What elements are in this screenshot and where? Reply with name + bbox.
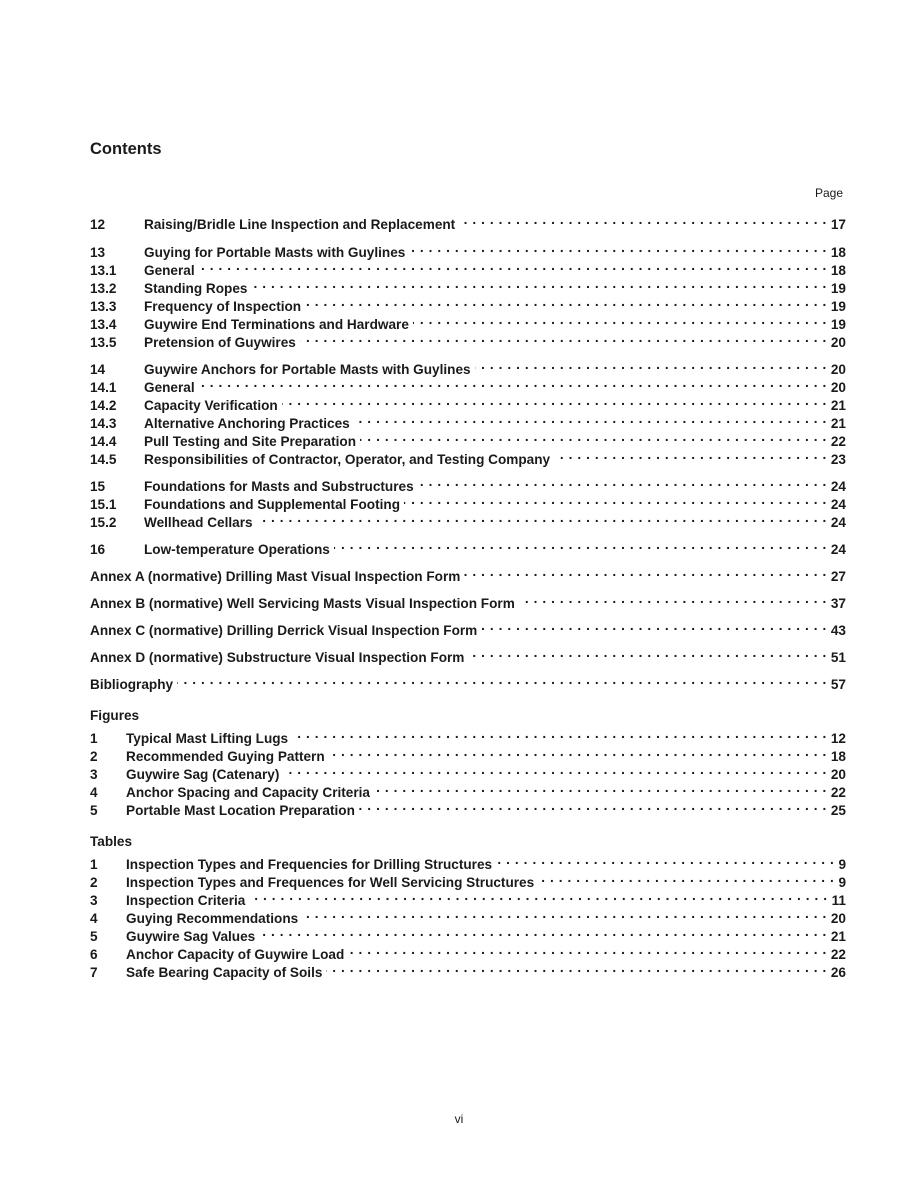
toc-table-entry[interactable] — [90, 851, 846, 872]
toc-entry-page: 20 — [830, 911, 846, 926]
toc-entry-page: 43 — [830, 623, 846, 638]
toc-entry-title: Guywire Sag Values — [126, 929, 256, 944]
toc-entry-number: 5 — [90, 803, 98, 818]
dot-leader — [481, 617, 827, 635]
toc-entry-number: 4 — [90, 785, 98, 800]
page-column-label: Page — [814, 186, 843, 200]
toc-entry[interactable] — [90, 329, 846, 350]
toc-entry[interactable] — [90, 257, 846, 278]
dot-leader — [177, 671, 827, 689]
toc-entry-page: 57 — [830, 677, 846, 692]
toc-entry-page: 21 — [830, 929, 846, 944]
dot-leader — [199, 374, 827, 392]
toc-entry-title: Bibliography — [90, 677, 174, 692]
toc-entry[interactable] — [90, 211, 846, 232]
toc-entry-number: 15.1 — [90, 497, 117, 512]
toc-entry-title: Anchor Capacity of Guywire Load — [126, 947, 345, 962]
toc-entry-number: 2 — [90, 749, 98, 764]
toc-entry-number: 1 — [90, 857, 98, 872]
dot-leader — [282, 392, 827, 410]
toc-annex-entry[interactable] — [90, 563, 846, 584]
toc-entry-number: 2 — [90, 875, 98, 890]
toc-entry[interactable] — [90, 473, 846, 494]
page-title: Contents — [90, 140, 162, 158]
toc-entry-page: 19 — [830, 299, 846, 314]
toc-figure-entry[interactable] — [90, 779, 846, 800]
toc-table-entry[interactable] — [90, 905, 846, 926]
toc-entry-page: 25 — [830, 803, 846, 818]
toc-entry-number: 4 — [90, 911, 98, 926]
page-number: vi — [454, 1112, 464, 1126]
toc-entry-title: Guywire Sag (Catenary) — [126, 767, 280, 782]
toc-entry-number: 13 — [90, 245, 106, 260]
dot-leader — [305, 293, 827, 311]
toc-entry-page: 22 — [830, 947, 846, 962]
toc-entry-title: Safe Bearing Capacity of Soils — [126, 965, 323, 980]
dot-leader — [554, 446, 827, 464]
toc-entry-title: Annex A (normative) Drilling Mast Visual Inspection Form — [90, 569, 461, 584]
toc-entry-number: 5 — [90, 929, 98, 944]
toc-table-entry[interactable] — [90, 887, 846, 908]
toc-entry-page: 22 — [830, 434, 846, 449]
toc-entry[interactable] — [90, 311, 846, 332]
toc-entry-title: Raising/Bridle Line Inspection and Replacement — [144, 217, 456, 232]
toc-entry-title: Portable Mast Location Preparation — [126, 803, 355, 818]
toc-entry-title: Alternative Anchoring Practices — [144, 416, 350, 431]
toc-entry[interactable] — [90, 446, 846, 467]
dot-leader — [354, 410, 827, 428]
toc-entry-title: Responsibilities of Contractor, Operator, and Testing Company — [144, 452, 551, 467]
dot-leader — [199, 257, 827, 275]
dot-leader — [519, 590, 827, 608]
toc-entry-number: 3 — [90, 893, 98, 908]
dot-leader — [409, 239, 827, 257]
toc-figure-entry[interactable] — [90, 725, 846, 746]
dot-leader — [334, 536, 827, 554]
toc-table-entry[interactable] — [90, 923, 846, 944]
toc-entry-number: 14.2 — [90, 398, 117, 413]
toc-entry-title: Typical Mast Lifting Lugs — [126, 731, 289, 746]
dot-leader — [413, 311, 827, 329]
toc-entry-page: 21 — [830, 398, 846, 413]
dot-leader — [496, 851, 834, 869]
toc-entry-page: 20 — [830, 335, 846, 350]
toc-entry-page: 20 — [830, 380, 846, 395]
toc-figure-entry[interactable] — [90, 743, 846, 764]
toc-entry-number: 13.2 — [90, 281, 117, 296]
figures-heading: Figures — [90, 708, 140, 723]
toc-entry[interactable] — [90, 374, 846, 395]
toc-entry[interactable] — [90, 239, 846, 260]
toc-entry-title: Pretension of Guywires — [144, 335, 296, 350]
toc-table-entry[interactable] — [90, 869, 846, 890]
toc-entry-number: 3 — [90, 767, 98, 782]
dot-leader — [292, 725, 827, 743]
toc-entry[interactable] — [90, 392, 846, 413]
toc-entry-title: General — [144, 380, 195, 395]
toc-entry-number: 15.2 — [90, 515, 117, 530]
toc-entry[interactable] — [90, 509, 846, 530]
dot-leader — [404, 491, 827, 509]
dot-leader — [464, 563, 827, 581]
toc-entry-page: 26 — [830, 965, 846, 980]
toc-entry-page: 24 — [830, 479, 846, 494]
toc-annex-entry[interactable] — [90, 617, 846, 638]
dot-leader — [300, 329, 827, 347]
toc-entry-page: 20 — [830, 767, 846, 782]
tables-heading: Tables — [90, 834, 133, 849]
toc-entry-title: Annex C (normative) Drilling Derrick Visual Inspection Form — [90, 623, 478, 638]
toc-entry-number: 13.1 — [90, 263, 117, 278]
toc-entry-title: Foundations for Masts and Substructures — [144, 479, 414, 494]
dot-leader — [348, 941, 827, 959]
toc-entry-number: 1 — [90, 731, 98, 746]
toc-entry-title: Low-temperature Operations — [144, 542, 330, 557]
toc-entry-number: 13.5 — [90, 335, 117, 350]
toc-entry-title: Inspection Types and Frequencies for Drilling Structures — [126, 857, 493, 872]
dot-leader — [257, 509, 827, 527]
dot-leader — [326, 959, 826, 977]
toc-bibliography-entry[interactable] — [90, 671, 846, 692]
toc-entry-page: 9 — [838, 875, 846, 890]
toc-entry-page: 24 — [830, 515, 846, 530]
toc-entry-page: 17 — [830, 217, 846, 232]
toc-entry-page: 18 — [830, 245, 846, 260]
toc-entry-page: 24 — [830, 497, 846, 512]
toc-figure-entry[interactable] — [90, 761, 846, 782]
dot-leader — [283, 761, 827, 779]
toc-entry-number: 6 — [90, 947, 98, 962]
dot-leader — [359, 797, 827, 815]
toc-entry[interactable] — [90, 293, 846, 314]
dot-leader — [360, 428, 827, 446]
toc-entry-number: 7 — [90, 965, 98, 980]
toc-entry[interactable] — [90, 491, 846, 512]
dot-leader — [418, 473, 827, 491]
toc-entry-page: 23 — [830, 452, 846, 467]
toc-entry-page: 18 — [830, 263, 846, 278]
dot-leader — [302, 905, 827, 923]
toc-entry-number: 14.4 — [90, 434, 117, 449]
toc-entry[interactable] — [90, 356, 846, 377]
toc-table-entry[interactable] — [90, 941, 846, 962]
toc-entry-page: 22 — [830, 785, 846, 800]
toc-entry-title: Annex D (normative) Substructure Visual Inspection Form — [90, 650, 465, 665]
toc-entry-title: Standing Ropes — [144, 281, 248, 296]
dot-leader — [374, 779, 827, 797]
toc-entry-page: 27 — [830, 569, 846, 584]
toc-entry-number: 14.3 — [90, 416, 117, 431]
toc-entry-number: 14 — [90, 362, 106, 377]
dot-leader — [251, 275, 826, 293]
toc-entry-title: Guywire Anchors for Portable Masts with Guylines — [144, 362, 471, 377]
toc-annex-entry[interactable] — [90, 644, 846, 665]
toc-entry-page: 11 — [831, 893, 846, 908]
toc-figure-entry[interactable] — [90, 797, 846, 818]
toc-entry-page: 21 — [830, 416, 846, 431]
toc-entry-page: 51 — [830, 650, 846, 665]
toc-entry-page: 19 — [830, 317, 846, 332]
toc-entry-number: 16 — [90, 542, 106, 557]
toc-entry-title: Frequency of Inspection — [144, 299, 302, 314]
toc-entry-page: 20 — [830, 362, 846, 377]
toc-entry-title: Foundations and Supplemental Footing — [144, 497, 400, 512]
toc-entry-title: Guywire End Terminations and Hardware — [144, 317, 409, 332]
toc-entry-number: 13.3 — [90, 299, 117, 314]
toc-entry-title: Capacity Verification — [144, 398, 278, 413]
toc-entry-title: Inspection Criteria — [126, 893, 246, 908]
toc-annex-entry[interactable] — [90, 590, 846, 611]
dot-leader — [259, 923, 827, 941]
toc-entry-title: Annex B (normative) Well Servicing Masts Visual Inspection Form — [90, 596, 515, 611]
toc-entry-number: 14.5 — [90, 452, 117, 467]
toc-entry[interactable] — [90, 536, 846, 557]
toc-entry-page: 19 — [830, 281, 846, 296]
toc-entry-page: 12 — [830, 731, 846, 746]
toc-entry-title: Wellhead Cellars — [144, 515, 253, 530]
toc-entry-page: 24 — [830, 542, 846, 557]
toc-table-entry[interactable] — [90, 959, 846, 980]
toc-entry-title: General — [144, 263, 195, 278]
toc-entry-title: Inspection Types and Frequences for Well Servicing Structures — [126, 875, 535, 890]
dot-leader — [459, 211, 827, 229]
dot-leader — [538, 869, 834, 887]
toc-entry-title: Guying Recommendations — [126, 911, 299, 926]
dot-leader — [475, 356, 827, 374]
toc-entry[interactable] — [90, 275, 846, 296]
toc-entry-title: Pull Testing and Site Preparation — [144, 434, 356, 449]
toc-entry-page: 18 — [830, 749, 846, 764]
toc-entry[interactable] — [90, 428, 846, 449]
dot-leader — [249, 887, 827, 905]
toc-entry-title: Guying for Portable Masts with Guylines — [144, 245, 406, 260]
dot-leader — [329, 743, 827, 761]
toc-entry-page: 37 — [830, 596, 846, 611]
toc-entry-number: 15 — [90, 479, 106, 494]
toc-entry-number: 12 — [90, 217, 106, 232]
toc-entry-number: 13.4 — [90, 317, 117, 332]
toc-entry-title: Recommended Guying Pattern — [126, 749, 325, 764]
toc-entry[interactable] — [90, 410, 846, 431]
toc-entry-number: 14.1 — [90, 380, 117, 395]
dot-leader — [468, 644, 826, 662]
toc-entry-title: Anchor Spacing and Capacity Criteria — [126, 785, 370, 800]
toc-entry-page: 9 — [838, 857, 846, 872]
